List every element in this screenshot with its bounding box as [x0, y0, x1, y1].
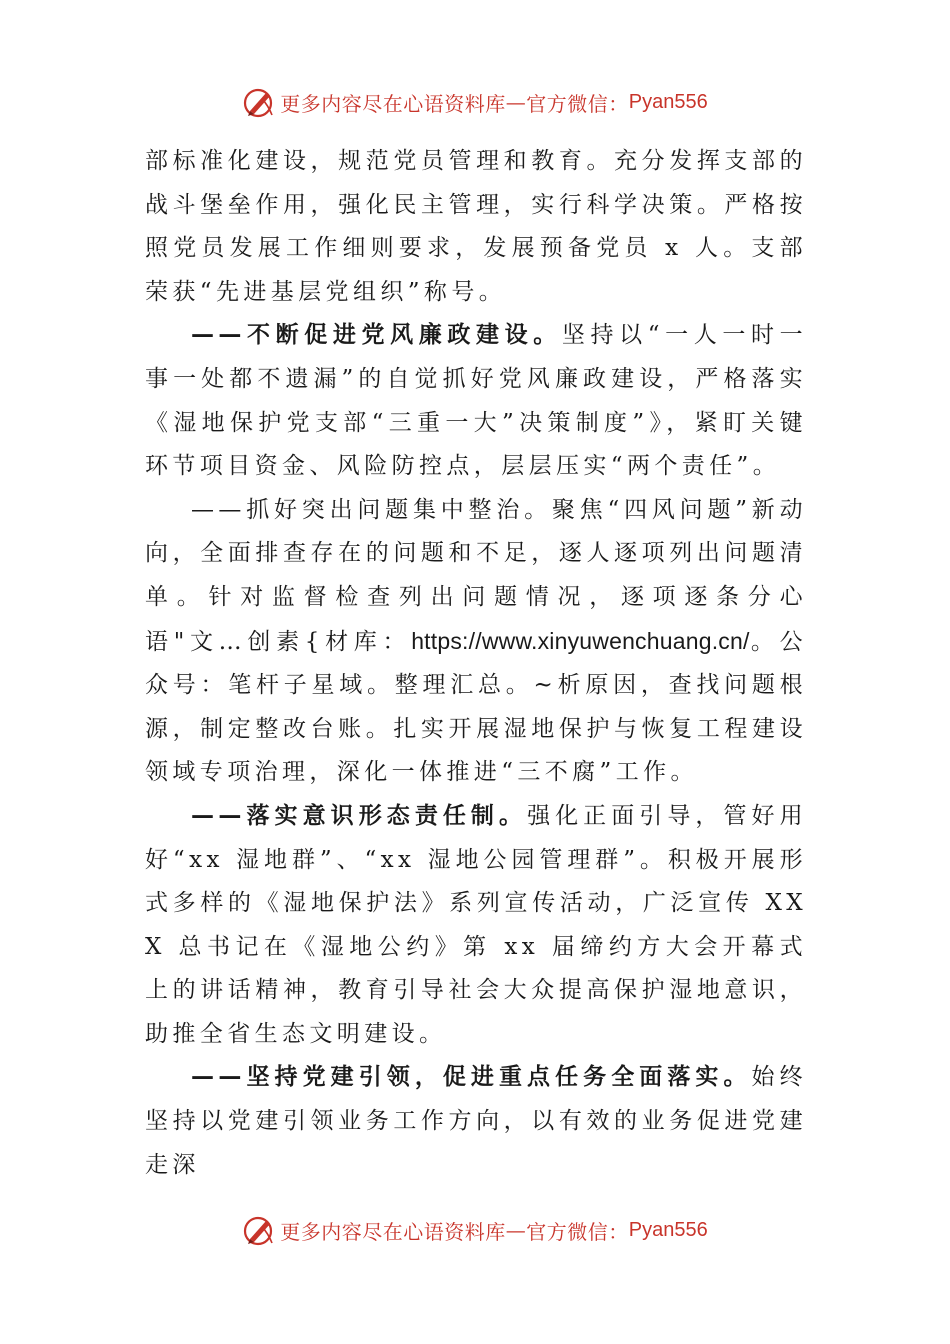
pen-logo-icon	[242, 85, 276, 119]
paragraph-4-text: 强化正面引导，管好用好“xx 湿地群”、“xx 湿地公园管理群”。积极开展形式多样的《湿地保护法》系列宣传活动，广泛宣传 XXX 总书记在《湿地公约》第 xx 届缔约方大会开幕式上的讲话精神，教育引导社会大众提高保护湿地意识，助推全省生态文明建设。	[145, 802, 807, 1047]
source-url-link[interactable]: https://www.xinyuwenchuang.cn/	[411, 627, 750, 654]
paragraph-3-text-b: 。公众号：笔杆子星域。整理汇总。~析原因，查找问题根源，制定整改台账。扎实开展湿地保护与恢复工程建设领域专项治理，深化一体推进“三不腐”工作。	[145, 628, 807, 786]
banner-wechat-id: Pyan556	[628, 1218, 708, 1241]
paragraph-2-text: 坚持以“一人一时一事一处都不遗漏”的自觉抓好党风廉政建设，严格落实《湿地保护党支部“三重一大”决策制度”》，紧盯关键环节项目资金、风险防控点，层层压实“两个责任”。	[145, 322, 808, 480]
header-banner	[0, 80, 950, 124]
banner-text: 更多内容尽在心语资料库	[280, 91, 506, 116]
document-body	[145, 140, 807, 1187]
banner-separator: —	[505, 90, 527, 114]
paragraph-5-text: 始终坚持以党建引领业务工作方向，以有效的业务促进党建走深	[145, 1064, 807, 1178]
paragraph-2-heading: ——不断促进党风廉政建设。	[191, 322, 562, 349]
banner-text: 更多内容尽在心语资料库	[280, 1219, 506, 1244]
paragraph-4	[145, 795, 807, 1057]
pen-logo-icon	[242, 1213, 276, 1247]
paragraph-5	[145, 1056, 807, 1187]
banner-wechat-id: Pyan556	[628, 90, 708, 113]
banner-label: 官方微信：	[526, 91, 629, 116]
paragraph-3	[145, 489, 807, 795]
paragraph-4-heading: ——落实意识形态责任制。	[191, 802, 528, 829]
footer-banner	[0, 1208, 950, 1252]
paragraph-2	[145, 314, 807, 488]
paragraph-5-heading: ——坚持党建引领，促进重点任务全面落实。	[191, 1064, 752, 1091]
banner-label: 官方微信：	[526, 1219, 629, 1244]
paragraph-1: 部标准化建设，规范党员管理和教育。充分发挥支部的战斗堡垒作用，强化民主管理，实行科学决策。严格按照党员发展工作细则要求，发展预备党员 x 人。支部荣获“先进基层党组织”称号。	[145, 148, 807, 305]
banner-separator: —	[505, 1218, 527, 1242]
paragraph-3-text-a: ——抓好突出问题集中整治。聚焦“四风问题”新动向，全面排查存在的问题和不足，逐人逐项列出问题清单。针对监督检查列出问题情况，逐项逐条分心语"文…创素{材库：	[145, 496, 807, 655]
